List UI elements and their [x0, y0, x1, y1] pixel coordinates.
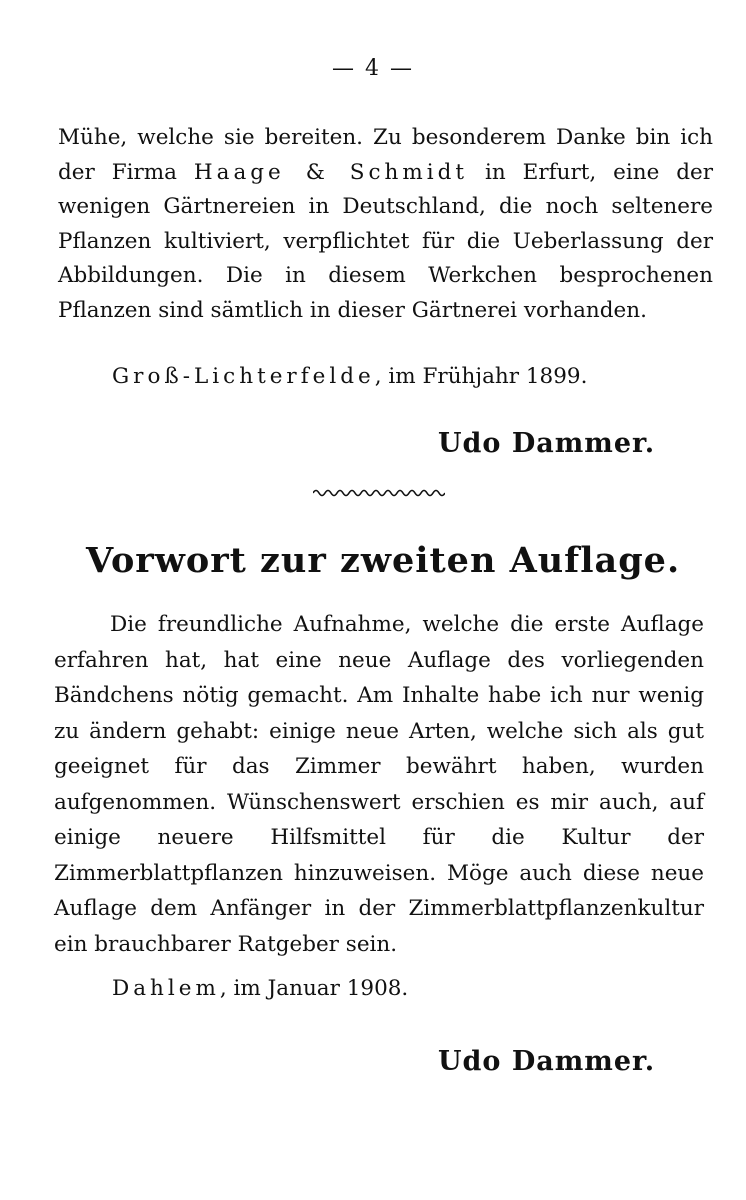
section-heading: Vorwort zur zweiten Auflage.	[86, 540, 681, 581]
first-signature: Udo Dammer.	[438, 428, 656, 459]
second-signature: Udo Dammer.	[438, 1046, 656, 1077]
preface-closing-paragraph	[58, 121, 713, 328]
paragraph-text-start: Mühe, welche sie bereiten. Zu besonderem Danke bin ich der Firma	[58, 125, 713, 185]
page-number: — 4 —	[332, 56, 414, 81]
second-place-date	[112, 974, 408, 1004]
second-preface-paragraph	[54, 607, 704, 962]
wavy-divider-ornament	[313, 486, 445, 500]
first-place-date	[112, 362, 587, 392]
date-text: , im Frühjahr 1899.	[374, 364, 588, 389]
paragraph-text: Die freundliche Aufnahme, welche die erste Auflage erfahren hat, hat eine neue Auflage des vorliegenden Bändchens nötig gemacht. Am Inhalte habe ich nur wenig zu ändern gehabt: einige neue Arten, welche sich als gut geeignet für das Zimmer bewährt haben, wurden aufgenommen. Wünschenswert erschien es mir auch, auf einige neuere Hilfsmittel für die Kultur der Zimmerblattpflanzen hinzuweisen. Möge auch diese neue Auflage dem Anfänger in der Zimmerblattpflanzenkultur ein brauchbarer Ratgeber sein.	[54, 612, 704, 957]
date-text: , im Januar 1908.	[219, 976, 409, 1001]
firm-name: Haage & Schmidt	[193, 159, 469, 185]
place-name: Groß-Lichterfelde	[112, 364, 375, 389]
paragraph-text-end: in Erfurt, eine der wenigen Gärtnereien in Deutschland, die noch seltenere Pflanzen kultiviert, verpflichtet für die Ueberlassung der Abbildungen. Die in diesem Werkchen besprochenen Pflanzen sind sämtlich in dieser Gärtnerei vorhanden.	[58, 159, 713, 323]
place-name: Dahlem	[112, 976, 220, 1001]
